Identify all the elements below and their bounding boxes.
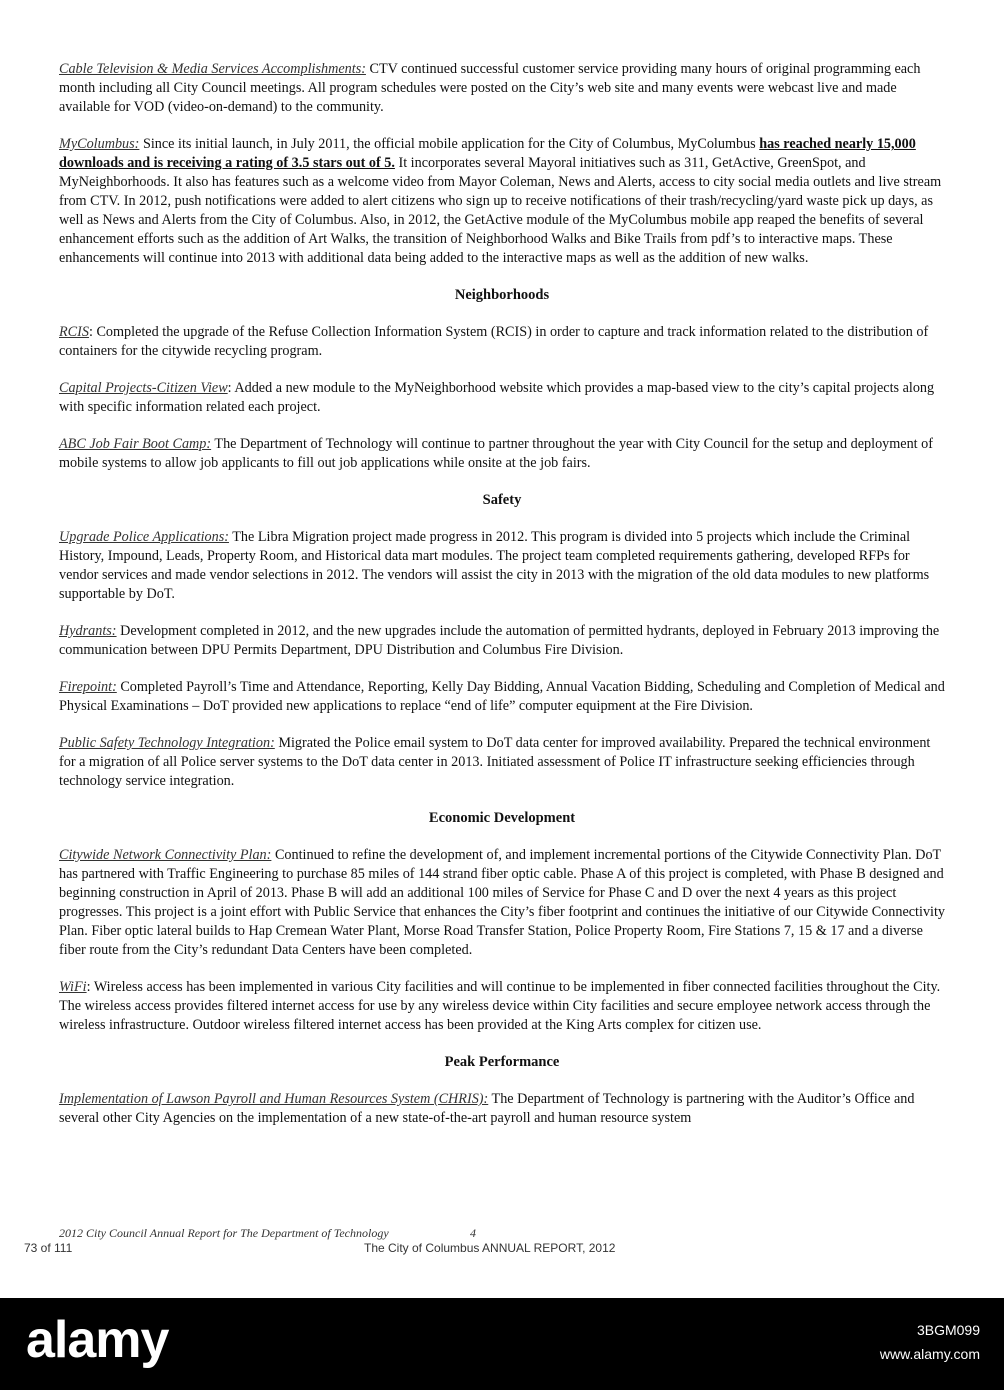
paragraph-text: Development completed in 2012, and the new upgrades include the automation of permitted hydrants, deployed in February 2013 improving the communication between DPU Permits Department, DPU Distribution and Columbus Fire Division. <box>59 623 940 658</box>
paragraph-lead: Citywide Network Connectivity Plan: <box>59 847 272 863</box>
footer-page-count: 73 of 111 <box>24 1241 73 1255</box>
paragraph-lawson <box>59 1090 945 1128</box>
alamy-logo: alamy <box>26 1311 169 1369</box>
paragraph-text: Continued to refine the development of, and implement incremental portions of the Citywide Connectivity Plan. DoT has partnered with Traffic Engineering to purchase 85 miles of 144 strand fiber optic cable. Phase A of this project is completed, with Phase B designed and beginning construction in April of 2013. Phase B will add an additional 100 miles of Service for Phase C and D over the next 4 years as this project progresses. This project is a joint effort with Public Service that enhances the City’s fiber footprint and continues the initiative of our Citywide Connectivity Plan. Fiber optic lateral builds to Hap Cremean Water Plant, Morse Road Transfer Station, Police Property Room, Fire Stations 7, 15 & 17 and a diverse fiber route from the City’s redundant Data Centers have been completed. <box>59 847 946 958</box>
paragraph-job-fair <box>59 435 945 473</box>
paragraph-lead: Capital Projects-Citizen View <box>59 380 228 396</box>
paragraph-text: Since its initial launch, in July 2011, the official mobile application for the City of Columbus, MyColumbus <box>139 136 760 152</box>
paragraph-firepoint <box>59 678 945 716</box>
paragraph-lead: Implementation of Lawson Payroll and Human Resources System (CHRIS): <box>59 1091 489 1107</box>
section-heading-economic: Economic Development <box>428 810 576 826</box>
paragraph-highlight: has reached nearly 15,000 downloads and is receiving a rating of 3.5 stars out of 5. <box>59 136 916 171</box>
paragraph-lead: WiFi <box>59 979 87 995</box>
paragraph-public-safety <box>59 734 945 791</box>
paragraph-cable-tv <box>59 60 945 117</box>
paragraph-text: Migrated the Police email system to DoT data center for improved availability. Prepared the technical environment for a migration of all Police server systems to the DoT data center in 2013. Initiated assessment of Police IT infrastructure seeking efficiencies through technology service integration. <box>59 735 931 789</box>
paragraph-lead: RCIS <box>59 324 89 340</box>
paragraph-capital-projects <box>59 379 945 417</box>
paragraph-text: It incorporates several Mayoral initiatives such as 311, GetActive, GreenSpot, and MyNeighborhoods. It also has features such as a welcome video from Mayor Coleman, News and Alerts, access to city social media outlets and live stream from CTV. In 2012, push notifications were added to alert citizens who sign up to receive notifications of their trash/recycling/yard waste pick up days, as well as News and Alerts from the City of Columbus. Also, in 2012, the GetActive module of the MyColumbus mobile app reaped the benefits of several enhancement efforts such as the addition of Art Walks, the transition of Neighborhood Walks and Bike Trails from pdf’s to interactive maps. These enhancements will continue into 2013 with additional data being added to the interactive maps as well as the addition of new walks. <box>59 155 942 266</box>
paragraph-lead: Public Safety Technology Integration: <box>59 735 275 751</box>
paragraph-police-applications <box>59 528 945 604</box>
paragraph-text: The Libra Migration project made progress in 2012. This program is divided into 5 projects which include the Criminal History, Impound, Leads, Property Room, and Historical data mart modules. The project team completed requirements gathering, developed RFPs for vendor services and made vendor selections in 2012. The vendors will assist the city in 2013 with the migration of the old data modules to new platforms supportable by DoT. <box>59 529 930 602</box>
paragraph-lead: Hydrants: <box>59 623 117 639</box>
paragraph-lead: ABC Job Fair Boot Camp: <box>59 436 212 452</box>
paragraph-text: : Completed the upgrade of the Refuse Collection Information System (RCIS) in order to capture and track information related to the distribution of containers for the citywide recycling program. <box>59 324 929 359</box>
section-heading-peak: Peak Performance <box>444 1054 560 1070</box>
image-id: 3BGM099 <box>916 1322 980 1338</box>
paragraph-lead: Cable Television & Media Services Accomplishments: <box>59 61 366 77</box>
paragraph-text: Completed Payroll’s Time and Attendance, Reporting, Kelly Day Bidding, Annual Vacation Bidding, Scheduling and Completion of Medical and Physical Examinations – DoT provided new applications to replace “end of life” computer equipment at the Fire Division. <box>59 679 945 714</box>
document-body <box>59 60 945 1146</box>
paragraph-text: : Wireless access has been implemented in various City facilities and will continue to be implemented in fiber connected facilities throughout the City. The wireless access provides filtered internet access for use by any wireless device within City facilities and secure employee network access through the wireless infrastructure. Outdoor wireless filtered internet access has been provided at the King Arts complex for citizen use. <box>59 979 941 1033</box>
paragraph-wifi <box>59 978 945 1035</box>
paragraph-rcis <box>59 323 945 361</box>
paragraph-connectivity-plan <box>59 846 945 960</box>
paragraph-lead: Firepoint: <box>59 679 117 695</box>
paragraph-hydrants <box>59 622 945 660</box>
footer-page-number: 4 <box>470 1226 476 1240</box>
footer-report-name: The City of Columbus ANNUAL REPORT, 2012 <box>364 1241 616 1255</box>
paragraph-lead: Upgrade Police Applications: <box>59 529 229 545</box>
paragraph-text: The Department of Technology will continue to partner throughout the year with City Council for the setup and deployment of mobile systems to allow job applicants to fill out job applications while onsite at the job fairs. <box>59 436 933 471</box>
section-heading-neighborhoods: Neighborhoods <box>454 287 550 303</box>
paragraph-lead: MyColumbus: <box>59 136 140 152</box>
paragraph-text: : Added a new module to the MyNeighborhood website which provides a map-based view to the city’s capital projects along with specific information related each project. <box>59 380 935 415</box>
paragraph-mycolumbus <box>59 135 945 268</box>
footer-title: 2012 City Council Annual Report for The Department of Technology <box>59 1226 389 1240</box>
paragraph-text: CTV continued successful customer service providing many hours of original programming each month including all City Council meetings. All program schedules were posted on the City’s web site and many events were webcast live and made available for VOD (video-on-demand) to the community. <box>59 61 921 115</box>
section-heading-safety: Safety <box>482 492 522 508</box>
banner-url: www.alamy.com <box>879 1346 980 1362</box>
paragraph-text: The Department of Technology is partnering with the Auditor’s Office and several other City Agencies on the implementation of a new state-of-the-art payroll and human resource system <box>59 1091 915 1126</box>
